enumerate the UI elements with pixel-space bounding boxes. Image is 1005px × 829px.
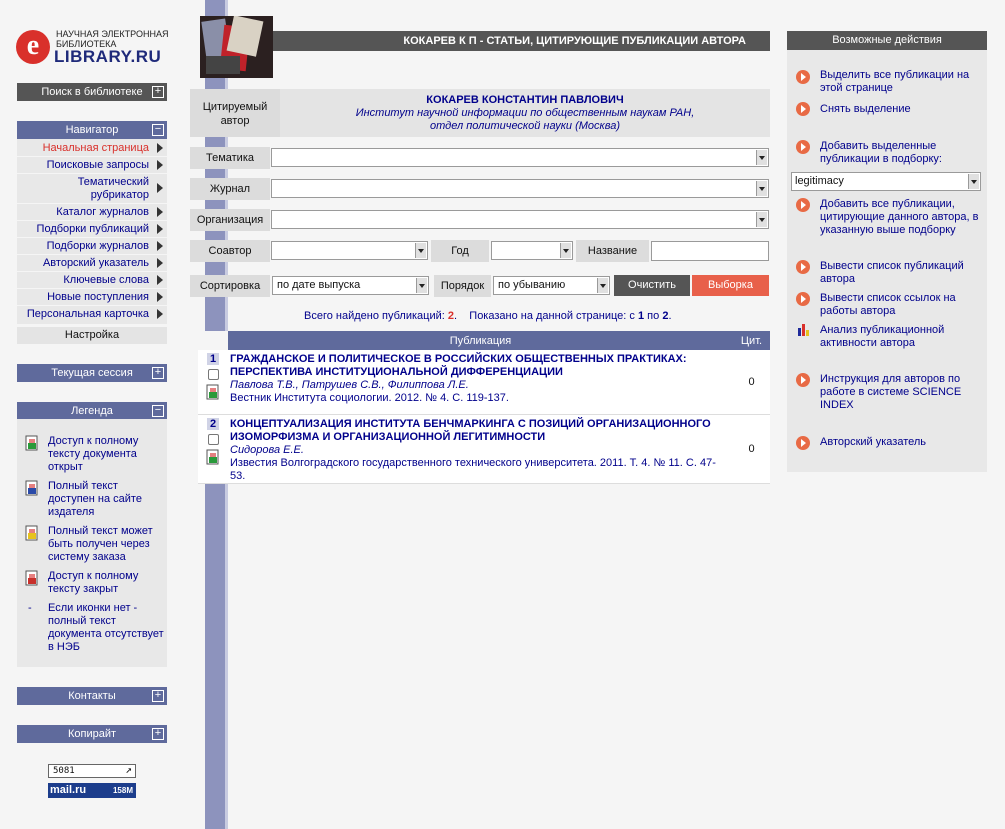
action-add-all-citing[interactable]: Добавить все публикации, цитирующие данного автора, в указанную выше подборку <box>820 198 979 236</box>
expand-plus-icon[interactable]: + <box>152 367 164 379</box>
search-library-label: Поиск в библиотеке <box>41 86 143 98</box>
row-number: 2 <box>207 418 219 430</box>
divider <box>17 271 167 272</box>
author-name[interactable]: КОКАРЕВ КОНСТАНТИН ПАВЛОВИЧ <box>426 94 624 106</box>
publication-authors: Сидорова Е.Е. <box>230 443 304 456</box>
shown-to: 2 <box>662 310 669 322</box>
navigator-menu <box>17 139 167 324</box>
action-deselect[interactable]: Снять выделение <box>820 103 911 115</box>
legend-header[interactable] <box>17 402 167 420</box>
table-row <box>198 414 770 483</box>
action-author-publications[interactable]: Вывести список публикаций автора <box>820 260 964 285</box>
title-filter-input[interactable] <box>651 241 769 261</box>
shown-mid: по <box>647 310 660 322</box>
action-author-index[interactable]: Авторский указатель <box>820 436 927 448</box>
journal-label: Журнал <box>190 178 270 200</box>
logo-wordmark[interactable]: LIBRARY.RU <box>54 47 162 66</box>
publication-source[interactable]: Известия Волгоградского государственного технического университета. 2011. Т. 4. № 11. С. 47-53. <box>230 456 716 482</box>
action-arrow-icon[interactable] <box>796 260 810 274</box>
order-select[interactable] <box>493 276 610 295</box>
bar-chart-icon[interactable] <box>797 323 810 336</box>
collection-select[interactable] <box>791 172 981 191</box>
navigator-label: Навигатор <box>65 124 119 136</box>
copyright-header[interactable] <box>17 725 167 743</box>
nav-item-pub-collections[interactable]: Подборки публикаций <box>36 223 149 235</box>
divider <box>17 203 167 204</box>
action-author-references[interactable]: Вывести список ссылок на работы автора <box>820 292 956 317</box>
coauthor-select[interactable] <box>271 241 428 260</box>
nav-item-search-queries[interactable]: Поисковые запросы <box>46 159 149 171</box>
search-library-header[interactable] <box>17 83 167 101</box>
select-button[interactable]: Выборка <box>692 275 769 296</box>
nav-item-new-arrivals[interactable]: Новые поступления <box>47 291 149 303</box>
citation-count: 0 <box>733 350 770 414</box>
legend-dash: - <box>28 602 32 614</box>
action-add-to-collection[interactable]: Добавить выделенные публикации в подборку: <box>820 140 942 165</box>
nav-arrow-icon <box>157 275 163 285</box>
pdf-open-icon <box>25 435 39 451</box>
expand-plus-icon[interactable]: + <box>152 86 164 98</box>
header-spacer <box>198 331 228 350</box>
nav-item-journal-collections[interactable]: Подборки журналов <box>46 240 149 252</box>
nav-item-journal-catalog[interactable]: Каталог журналов <box>56 206 149 218</box>
copyright-label: Копирайт <box>67 728 117 740</box>
legend-order-system: Полный текст может быть получен через систему заказа <box>48 525 153 563</box>
publication-cell <box>228 350 733 414</box>
action-author-instructions[interactable]: Инструкция для авторов по работе в системе SCIENCE INDEX <box>820 373 962 411</box>
nav-arrow-icon <box>157 309 163 319</box>
found-count: 2 <box>447 310 454 322</box>
action-select-all[interactable]: Выделить все публикации на этой странице <box>820 69 970 94</box>
chevron-down-icon[interactable] <box>968 174 979 189</box>
expand-plus-icon[interactable]: + <box>152 728 164 740</box>
sort-value: по дате выпуска <box>277 279 361 291</box>
publication-authors: Павлова Т.В., Патрушев С.В., Филиппова Л.Е. <box>230 379 469 391</box>
title-filter-label: Название <box>576 240 649 262</box>
year-select[interactable] <box>491 241 573 260</box>
mailru-logo: mail.ru <box>50 784 87 796</box>
nav-arrow-icon <box>157 183 163 193</box>
arrow-icon: ↗ <box>125 763 132 776</box>
nav-arrow-icon <box>157 224 163 234</box>
mailru-count: 158M <box>112 786 133 795</box>
current-session-label: Текущая сессия <box>51 367 133 379</box>
nav-arrow-icon <box>157 143 163 153</box>
coauthor-label: Соавтор <box>190 240 270 262</box>
action-arrow-icon[interactable] <box>796 198 810 212</box>
legend-no-icon: Если иконки нет - полный текст документа отсутствует в НЭБ <box>48 602 164 653</box>
divider <box>17 237 167 238</box>
divider <box>17 254 167 255</box>
order-label: Порядок <box>434 275 491 297</box>
topic-select[interactable] <box>271 148 769 167</box>
publication-title[interactable]: КОНЦЕПТУАЛИЗАЦИЯ ИНСТИТУТА БЕНЧМАРКИНГА С ПОЗИЦИЙ ОРГАНИЗАЦИОННОГО ИЗОМОРФИЗМА И ОРГАНИЗАЦИОННОЙ ЛЕГИТИМНОСТИ <box>230 417 711 443</box>
action-arrow-icon[interactable] <box>796 436 810 450</box>
organization-select[interactable] <box>271 210 769 229</box>
pdf-closed-icon <box>25 570 39 586</box>
results-summary <box>304 310 672 322</box>
legend-open-access: Доступ к полному тексту документа открыт <box>48 435 139 473</box>
actions-header: Возможные действия <box>787 31 987 50</box>
nav-arrow-icon <box>157 207 163 217</box>
legend-box <box>17 419 167 667</box>
expand-plus-icon[interactable]: + <box>152 690 164 702</box>
chevron-down-icon[interactable] <box>756 212 767 227</box>
collapse-minus-icon[interactable]: − <box>152 124 164 136</box>
chevron-down-icon[interactable] <box>756 150 767 165</box>
order-value: по убыванию <box>498 279 566 291</box>
navigator-header[interactable] <box>17 121 167 139</box>
nav-item-author-index[interactable]: Авторский указатель <box>42 257 149 269</box>
sort-label: Сортировка <box>190 275 270 297</box>
nav-arrow-icon <box>157 160 163 170</box>
publication-cell <box>228 414 733 483</box>
nav-item-rubricator[interactable]: Тематический рубрикатор <box>77 176 149 201</box>
nav-item-home[interactable]: Начальная страница <box>42 142 149 154</box>
table-header-row <box>198 331 770 350</box>
settings-link[interactable]: Настройка <box>17 327 167 344</box>
nav-arrow-icon <box>157 258 163 268</box>
found-dot: . <box>453 310 458 322</box>
organization-label: Организация <box>190 209 270 231</box>
row-controls <box>198 414 228 483</box>
action-arrow-icon[interactable] <box>796 373 810 387</box>
publications-table <box>198 331 770 484</box>
divider <box>17 288 167 289</box>
row-checkbox[interactable] <box>208 369 219 380</box>
found-prefix: Всего найдено публикаций: <box>304 310 445 322</box>
legend-publisher-site: Полный текст доступен на сайте издателя <box>48 480 142 518</box>
row-number: 1 <box>207 353 219 365</box>
action-arrow-icon[interactable] <box>796 140 810 154</box>
divider <box>17 156 167 157</box>
logo-e-icon[interactable]: e <box>16 30 50 64</box>
current-session-header[interactable] <box>17 364 167 382</box>
contacts-label: Контакты <box>68 690 116 702</box>
journal-select[interactable] <box>271 179 769 198</box>
nav-arrow-icon <box>157 241 163 251</box>
divider <box>17 220 167 221</box>
chevron-down-icon[interactable] <box>416 278 427 293</box>
column-header-publication: Публикация <box>228 331 733 350</box>
journal-covers-image <box>200 16 273 78</box>
logo-tagline: НАУЧНАЯ ЭЛЕКТРОННАЯ БИБЛИОТЕКА <box>56 29 169 49</box>
collapse-minus-icon[interactable]: − <box>152 405 164 417</box>
pdf-open-icon[interactable] <box>206 384 220 400</box>
year-label: Год <box>431 240 489 262</box>
counter-value: 5081 <box>53 766 75 776</box>
nav-item-keywords[interactable]: Ключевые слова <box>63 274 149 286</box>
collection-value: legitimacy <box>795 175 844 187</box>
pdf-order-icon <box>25 525 39 541</box>
legend-label: Легенда <box>71 405 113 417</box>
pdf-open-icon[interactable] <box>206 449 220 465</box>
author-affiliation: Институт научной информации по общественным наукам РАН, отдел политической науки (Москва) <box>355 107 695 132</box>
topic-label: Тематика <box>190 147 270 169</box>
row-controls <box>198 350 228 414</box>
action-arrow-icon[interactable] <box>796 102 810 116</box>
sort-select[interactable] <box>272 276 429 295</box>
chevron-down-icon[interactable] <box>560 243 571 258</box>
shown-from: 1 <box>637 310 645 322</box>
divider <box>17 305 167 306</box>
visit-counter[interactable] <box>48 764 136 778</box>
legend-closed-access: Доступ к полному тексту закрыт <box>48 570 139 595</box>
clear-button[interactable]: Очистить <box>614 275 690 296</box>
chevron-down-icon[interactable] <box>756 181 767 196</box>
action-arrow-icon[interactable] <box>796 292 810 306</box>
pdf-publisher-icon <box>25 480 39 496</box>
actions-panel <box>787 50 987 472</box>
action-activity-analysis[interactable]: Анализ публикационной активности автора <box>820 324 945 349</box>
cited-author-label: Цитируемый автор <box>190 89 280 137</box>
chevron-down-icon[interactable] <box>597 278 608 293</box>
publication-title[interactable]: ГРАЖДАНСКОЕ И ПОЛИТИЧЕСКОЕ В РОССИЙСКИХ ОБЩЕСТВЕННЫХ ПРАКТИКАХ: ПЕРСПЕКТИВА ИНСТИТУЦИОНАЛЬНОЙ ДИФФЕРЕНЦИАЦИИ <box>230 353 687 378</box>
nav-arrow-icon <box>157 292 163 302</box>
shown-dot: . <box>668 310 672 322</box>
mailru-counter[interactable] <box>48 783 136 798</box>
action-arrow-icon[interactable] <box>796 70 810 84</box>
contacts-header[interactable] <box>17 687 167 705</box>
page-title: КОКАРЕВ К П - СТАТЬИ, ЦИТИРУЮЩИЕ ПУБЛИКАЦИИ АВТОРА <box>273 31 770 51</box>
nav-item-personal-card[interactable]: Персональная карточка <box>26 308 149 320</box>
table-row <box>198 350 770 414</box>
citation-count: 0 <box>733 414 770 483</box>
shown-prefix: Показано на данной странице: с <box>469 310 635 322</box>
chevron-down-icon[interactable] <box>415 243 426 258</box>
divider <box>17 173 167 174</box>
publication-source[interactable]: Вестник Института социологии. 2012. № 4. С. 119-137. <box>230 392 509 404</box>
row-checkbox[interactable] <box>208 434 219 445</box>
author-info <box>280 89 770 137</box>
column-header-citations: Цит. <box>733 331 770 350</box>
